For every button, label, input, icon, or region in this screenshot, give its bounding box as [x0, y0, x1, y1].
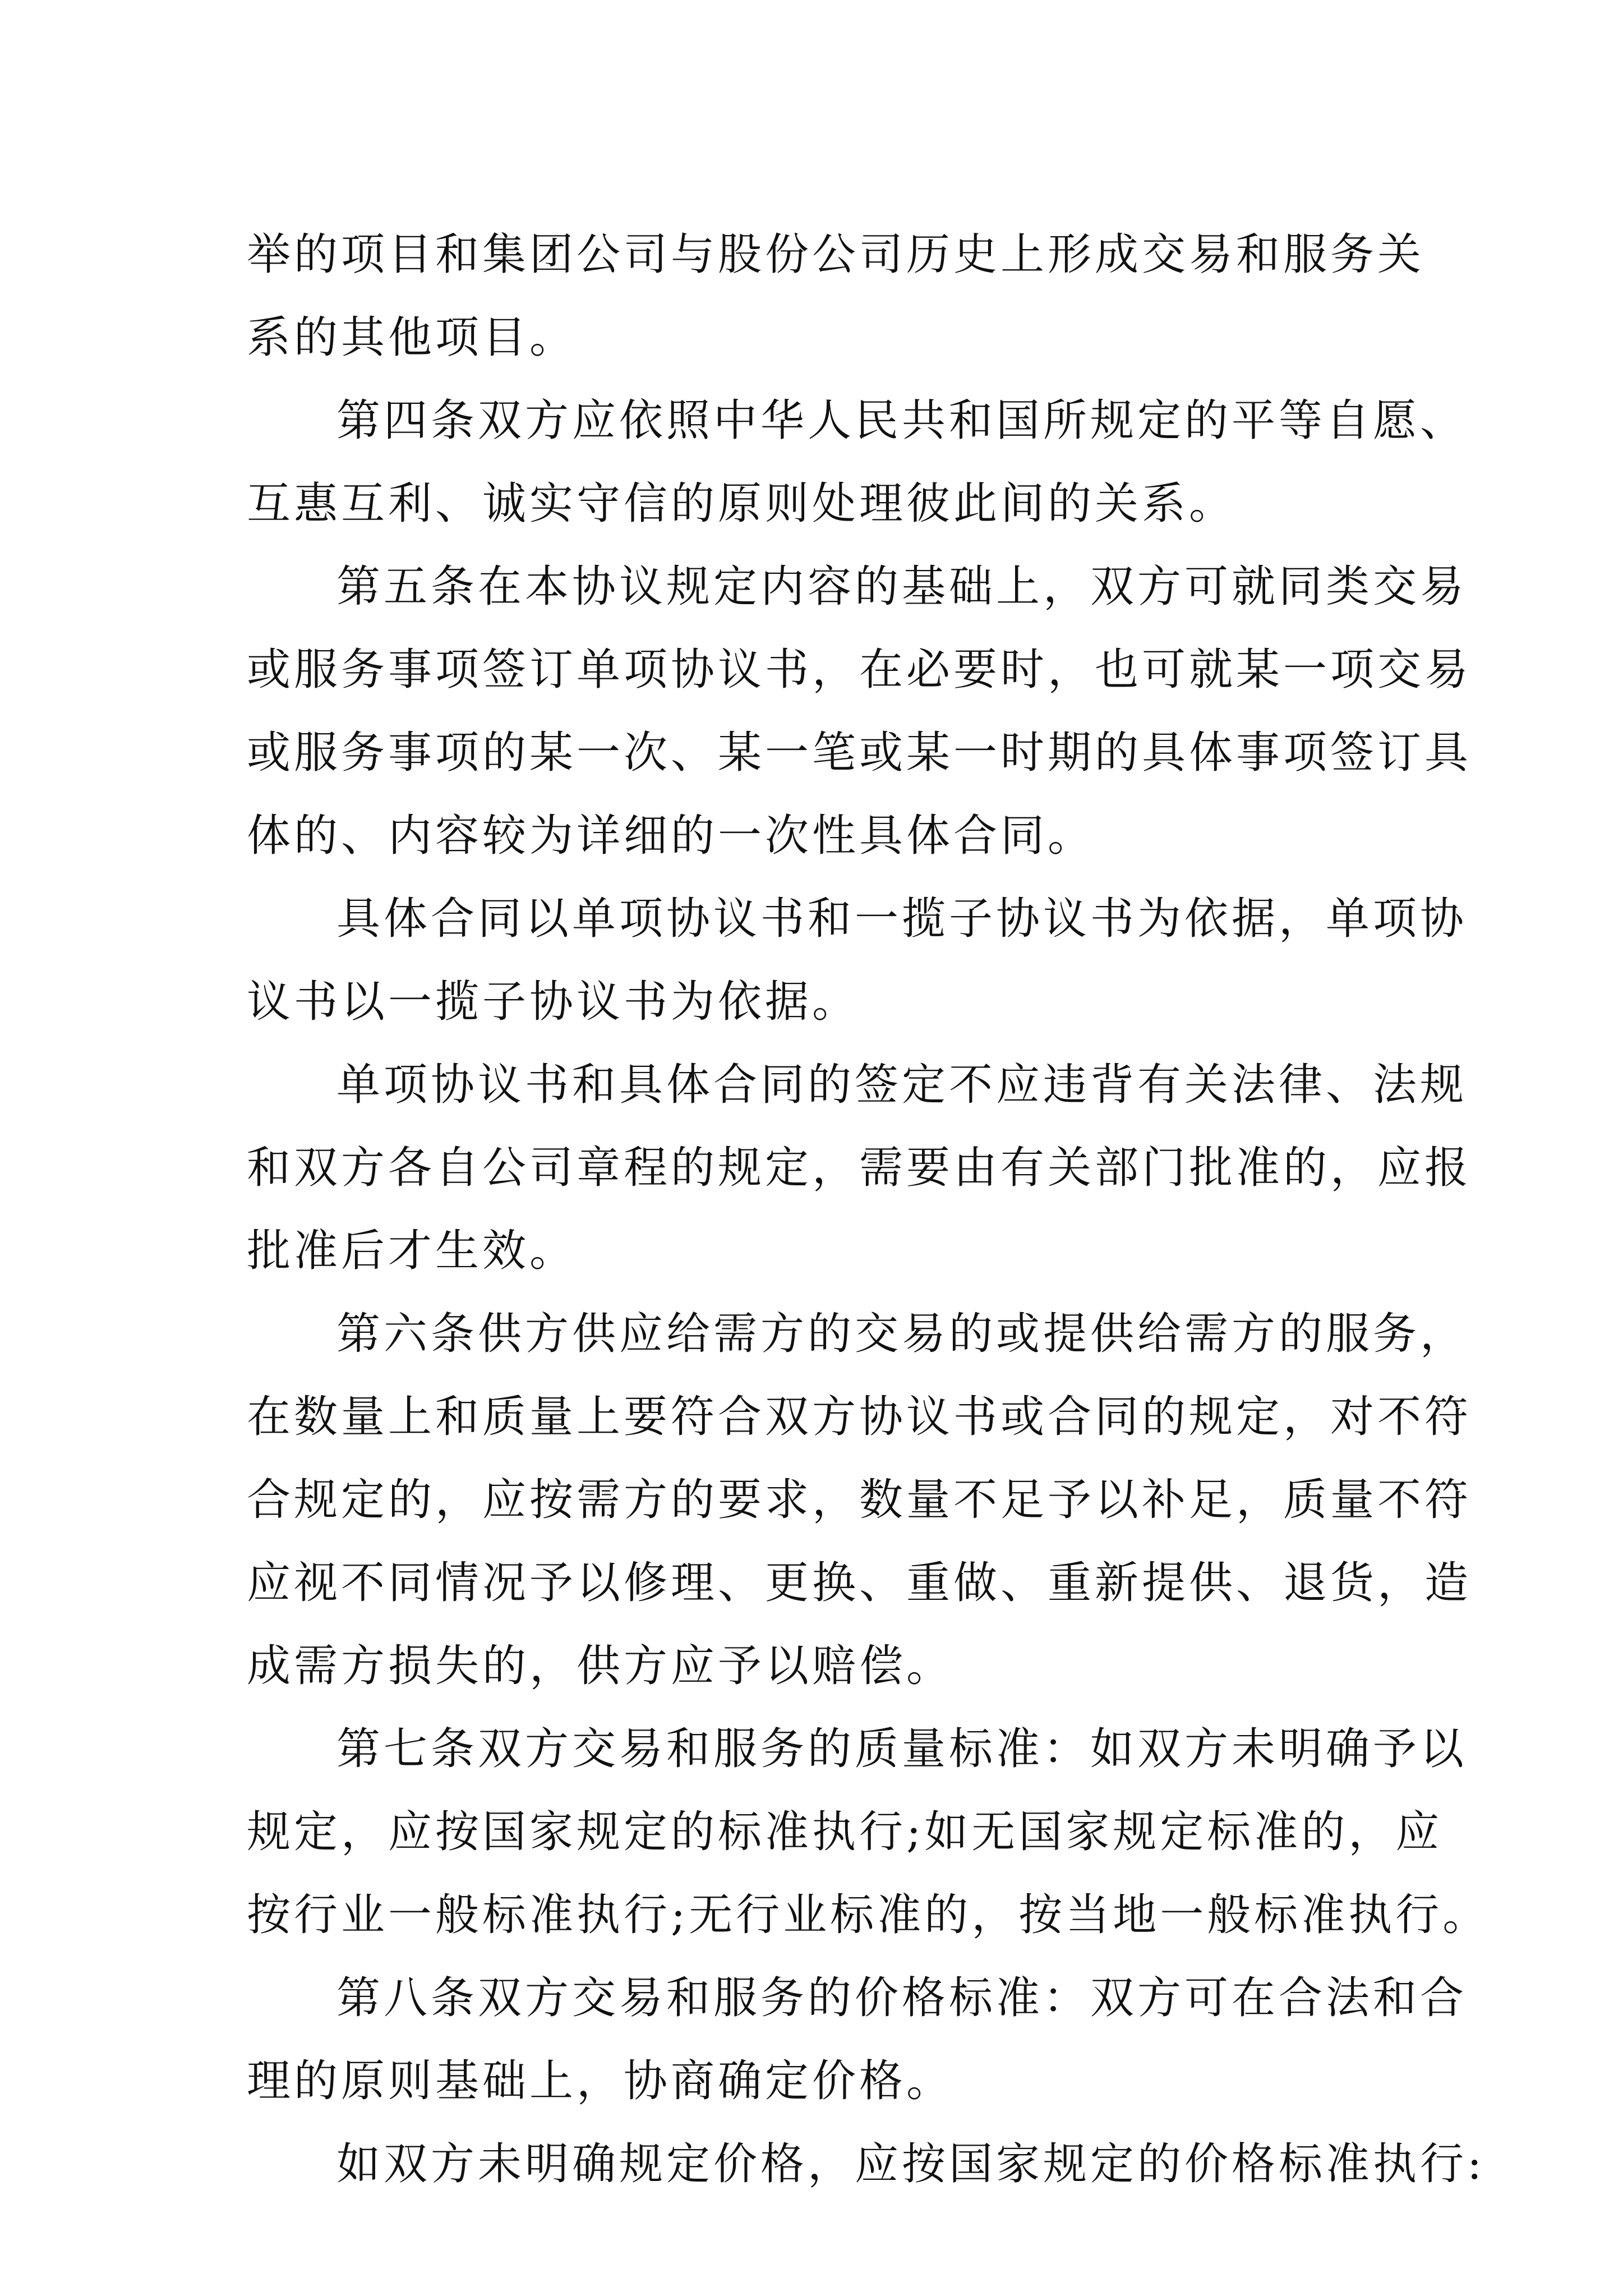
article-6-start: 第六条供方供应给需方的交易的或提供给需方的服务， — [336, 1309, 1468, 1359]
article-8-start: 第八条双方交易和服务的价格标准：双方可在合法和合 — [336, 1973, 1468, 2023]
text-line: 在数量上和质量上要符合双方协议书或合同的规定，对不符 — [247, 1392, 1472, 1442]
paragraph-start: 单项协议书和具体合同的签定不应违背有关法律、法规 — [336, 1060, 1468, 1110]
document-body — [247, 213, 1490, 2206]
article-5-start: 第五条在本协议规定内容的基础上，双方可就同类交易 — [336, 562, 1468, 612]
text-line: 系的其他项目。 — [247, 312, 577, 363]
text-line: 按行业一般标准执行;无行业标准的，按当地一般标准执行。 — [247, 1890, 1490, 1940]
text-line: 应视不同情况予以修理、更换、重做、重新提供、退货，造 — [247, 1558, 1472, 1608]
text-line: 规定，应按国家规定的标准执行;如无国家规定标准的，应 — [247, 1807, 1443, 1857]
text-line: 议书以一揽子协议书为依据。 — [247, 977, 860, 1027]
text-line: 批准后才生效。 — [247, 1226, 577, 1276]
text-line: 或服务事项的某一次、某一笔或某一时期的具体事项签订具 — [247, 728, 1472, 778]
text-line: 体的、内容较为详细的一次性具体合同。 — [247, 811, 1095, 861]
text-line: 成需方损失的，供方应予以赔偿。 — [247, 1641, 954, 1691]
article-4-start: 第四条双方应依照中华人民共和国所规定的平等自愿、 — [336, 395, 1468, 446]
text-line: 理的原则基础上，协商确定价格。 — [247, 2056, 954, 2106]
paragraph-start: 具体合同以单项协议书和一揽子协议书为依据，单项协 — [336, 894, 1468, 944]
text-line: 合规定的，应按需方的要求，数量不足予以补足，质量不符 — [247, 1475, 1472, 1525]
text-line: 或服务事项签订单项协议书，在必要时，也可就某一项交易 — [247, 645, 1472, 695]
paragraph-start: 如双方未明确规定价格，应按国家规定的价格标准执行: — [336, 2139, 1486, 2189]
article-7-start: 第七条双方交易和服务的质量标准：如双方未明确予以 — [336, 1724, 1468, 1774]
text-line: 举的项目和集团公司与股份公司历史上形成交易和服务关 — [247, 229, 1425, 280]
text-line: 和双方各自公司章程的规定，需要由有关部门批准的，应报 — [247, 1143, 1472, 1193]
text-line: 互惠互利、诚实守信的原则处理彼此间的关系。 — [247, 478, 1237, 529]
